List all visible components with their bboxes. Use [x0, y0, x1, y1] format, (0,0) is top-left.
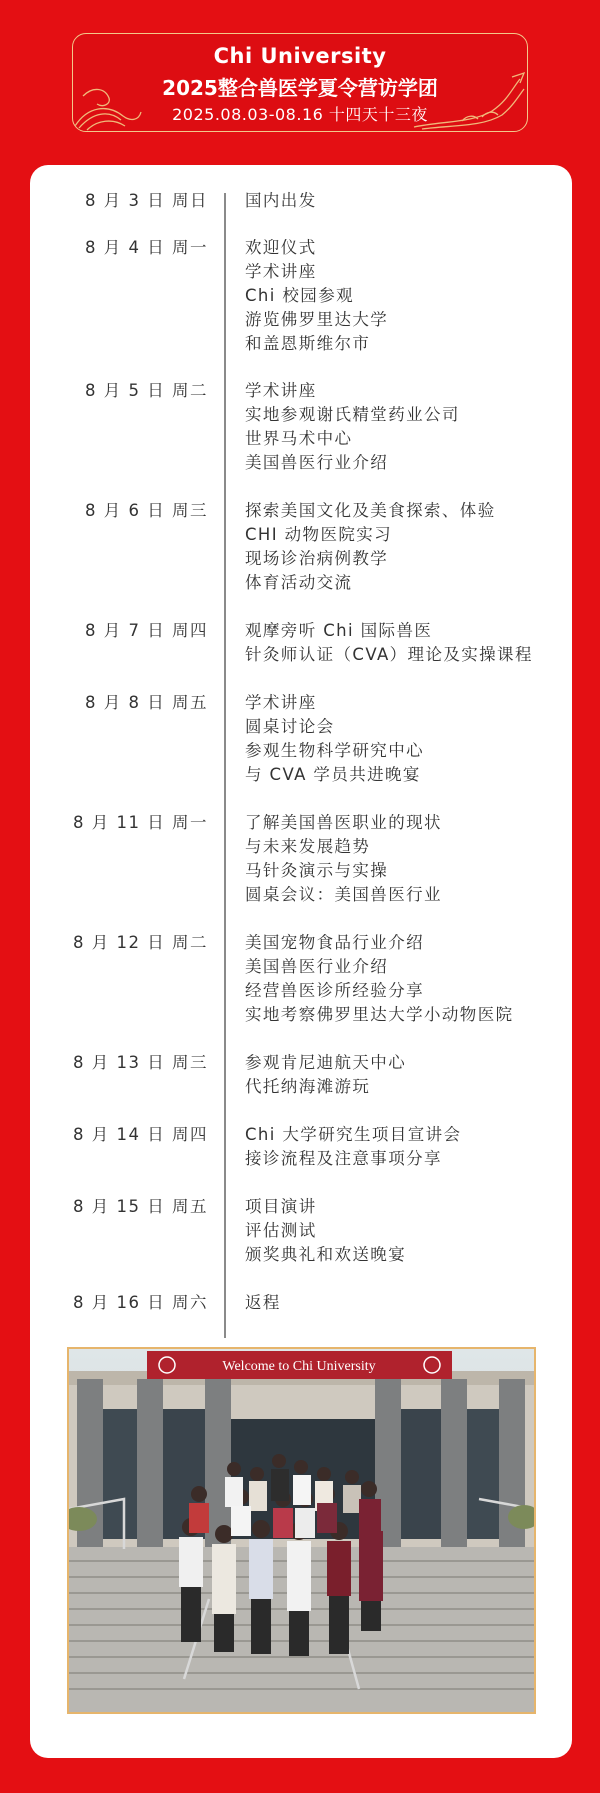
day-items — [245, 189, 317, 213]
banner-dates: 2025.08.03-08.16 十四天十三夜 — [172, 105, 428, 124]
day-date: 8 月 4 日 周一 — [85, 238, 208, 257]
day-items — [245, 1291, 281, 1315]
day-item: 现场诊治病例教学 — [245, 549, 389, 568]
day-date: 8 月 11 日 周一 — [73, 813, 208, 832]
day-item: 世界马术中心 — [245, 429, 353, 448]
day-item: 圆桌讨论会 — [245, 717, 335, 736]
banner-subtitle: 2025整合兽医学夏令营访学团 — [162, 76, 438, 100]
day-item: 学术讲座 — [245, 262, 317, 281]
day-item: 针灸师认证（CVA）理论及实操课程 — [245, 645, 533, 664]
timeline-divider — [224, 193, 226, 1338]
day-item: 参观肯尼迪航天中心 — [245, 1053, 407, 1072]
day-item: 学术讲座 — [245, 381, 317, 400]
day-date: 8 月 3 日 周日 — [85, 191, 208, 210]
day-item: 游览佛罗里达大学 — [245, 310, 389, 329]
day-item: 体育活动交流 — [245, 573, 353, 592]
day-items — [245, 379, 460, 475]
day-date: 8 月 8 日 周五 — [85, 693, 208, 712]
day-item: 实地考察佛罗里达大学小动物医院 — [245, 1005, 514, 1024]
day-item: 美国宠物食品行业介绍 — [245, 933, 424, 952]
day-item: 经营兽医诊所经验分享 — [245, 981, 424, 1000]
group-photo — [67, 1347, 536, 1714]
day-date: 8 月 7 日 周四 — [85, 621, 208, 640]
day-items — [245, 236, 388, 356]
day-item: Chi 校园参观 — [245, 286, 355, 305]
day-date: 8 月 13 日 周三 — [73, 1053, 208, 1072]
schedule-card — [30, 165, 572, 1758]
header-banner — [72, 33, 528, 132]
day-item: 美国兽医行业介绍 — [245, 957, 389, 976]
day-item: 评估测试 — [245, 1221, 317, 1240]
day-item: 探索美国文化及美食探索、体验 — [245, 501, 496, 520]
banner-title: Chi University — [213, 44, 387, 68]
day-date: 8 月 15 日 周五 — [73, 1197, 208, 1216]
day-item: 颁奖典礼和欢送晚宴 — [245, 1245, 407, 1264]
day-item: 圆桌会议：美国兽医行业 — [245, 885, 442, 904]
day-items — [245, 1195, 406, 1267]
day-item: 代托纳海滩游玩 — [245, 1077, 371, 1096]
day-item: 了解美国兽医职业的现状 — [245, 813, 442, 832]
day-item: 接诊流程及注意事项分享 — [245, 1149, 442, 1168]
day-item: 欢迎仪式 — [245, 238, 317, 257]
day-item: 和盖恩斯维尔市 — [245, 334, 371, 353]
day-date: 8 月 12 日 周二 — [73, 933, 208, 952]
day-items — [245, 1051, 406, 1099]
day-item: 与 CVA 学员共进晚宴 — [245, 765, 421, 784]
day-item: 参观生物科学研究中心 — [245, 741, 424, 760]
day-item: Chi 大学研究生项目宣讲会 — [245, 1125, 462, 1144]
day-items — [245, 691, 424, 787]
day-date: 8 月 16 日 周六 — [73, 1293, 208, 1312]
day-item: 与未来发展趋势 — [245, 837, 371, 856]
day-date: 8 月 6 日 周三 — [85, 501, 208, 520]
day-items — [245, 619, 533, 667]
day-item: 国内出发 — [245, 191, 317, 210]
day-item: 返程 — [245, 1293, 281, 1312]
photo-sign-text: Welcome to Chi University — [222, 1359, 376, 1374]
day-item: 项目演讲 — [245, 1197, 317, 1216]
day-item: 马针灸演示与实操 — [245, 861, 389, 880]
day-items — [245, 499, 496, 595]
day-date: 8 月 14 日 周四 — [73, 1125, 208, 1144]
day-item: 学术讲座 — [245, 693, 317, 712]
day-items — [245, 931, 514, 1027]
day-item: CHI 动物医院实习 — [245, 525, 393, 544]
day-date: 8 月 5 日 周二 — [85, 381, 208, 400]
day-item: 美国兽医行业介绍 — [245, 453, 389, 472]
day-item: 观摩旁听 Chi 国际兽医 — [245, 621, 433, 640]
day-items — [245, 1123, 461, 1171]
day-item: 实地参观谢氏精堂药业公司 — [245, 405, 460, 424]
day-items — [245, 811, 442, 907]
